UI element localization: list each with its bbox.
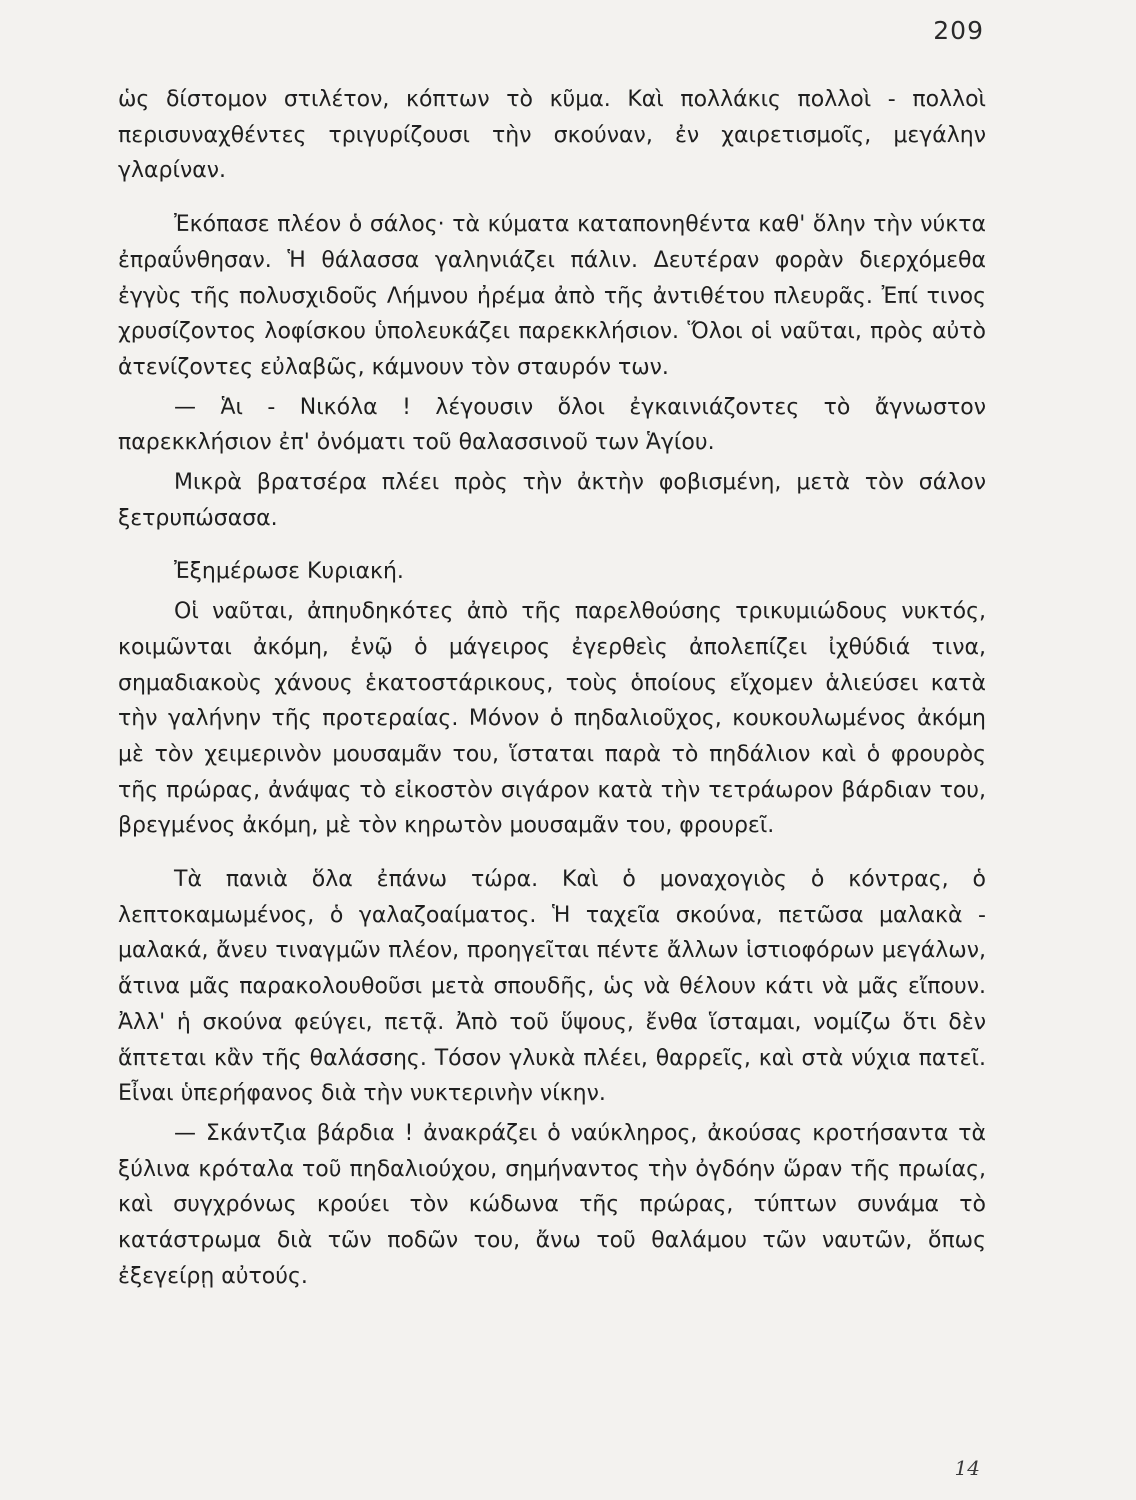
page-number: 209 bbox=[933, 16, 984, 45]
paragraph-2: Ἐκόπασε πλέον ὁ σάλος· τὰ κύματα καταπονηθέντα καθ' ὅλην τὴν νύκτα ἐπραΰνθησαν. Ἡ θάλασσα γαληνιάζει πάλιν. Δευτέραν φορὰν διερχόμεθα ἐγγὺς τῆς πολυσχιδοῦς Λήμνου ἠρέμα ἀπὸ τῆς ἀντιθέτου πλευρᾶς. Ἐπί τινος χρυσίζοντος λοφίσκου ὑπολευκάζει παρεκκλήσιον. Ὅλοι οἱ ναῦται, πρὸς αὐτὸ ἀτενίζοντες εὐλαβῶς, κάμνουν τὸν σταυρόν των. bbox=[118, 212, 986, 380]
paragraph-4: Μικρὰ βρατσέρα πλέει πρὸς τὴν ἀκτὴν φοβισμένη, μετὰ τὸν σάλον ξετρυπώσασα. bbox=[118, 470, 986, 531]
paragraph-1: ὡς δίστομον στιλέτον, κόπτων τὸ κῦμα. Καὶ πολλάκις πολλοὶ - πολλοὶ περισυναχθέντες τριγυρίζουσι τὴν σκούναν, ἐν χαιρετισμοῖς, μεγάλην γλαρίναν. bbox=[118, 87, 986, 184]
paragraph-5: Ἐξημέρωσε Κυριακή. bbox=[174, 559, 404, 585]
paragraph-8: — Σκάντζια βάρδια ! ἀνακράζει ὁ ναύκληρος, ἀκούσας κροτήσαντα τὰ ξύλινα κρόταλα τοῦ πηδαλιούχου, σημήναντος τὴν ὀγδόην ὥραν τῆς πρωίας, καὶ συγχρόνως κρούει τὸν κώδωνα τῆς πρώρας, τύπτων συνάμα τὸ κατάστρωμα διὰ τῶν ποδῶν του, ἄνω τοῦ θαλάμου τῶν ναυτῶν, ὅπως ἐξεγείρῃ αὐτούς. bbox=[118, 1120, 986, 1289]
paragraph-7: Τὰ πανιὰ ὅλα ἐπάνω τώρα. Καὶ ὁ μοναχογιὸς ὁ κόντρας, ὁ λεπτοκαμωμένος, ὁ γαλαζοαίματος. Ἡ ταχεῖα σκούνα, πετῶσα μαλακὰ - μαλακά, ἄνευ τιναγμῶν πλέον, προηγεῖται πέντε ἄλλων ἱστιοφόρων μεγάλων, ἅτινα μᾶς παρακολουθοῦσι μετὰ σπουδῆς, ὡς νὰ θέλουν κάτι νὰ μᾶς εἴπουν. Ἀλλ' ἡ σκούνα φεύγει, πετᾷ. Ἀπὸ τοῦ ὕψους, ἔνθα ἵσταμαι, νομίζω ὅτι δὲν ἅπτεται κἂν τῆς θαλάσσης. Τόσον γλυκὰ πλέει, θαρρεῖς, καὶ στὰ νύχια πατεῖ. Εἶναι ὑπερήφανος διὰ τὴν νυκτερινὴν νίκην. bbox=[118, 867, 986, 1107]
paragraph-6: Οἱ ναῦται, ἀπηυδηκότες ἀπὸ τῆς παρελθούσης τρικυμιώδους νυκτός, κοιμῶνται ἀκόμη, ἐνῷ ὁ μάγειρος ἐγερθεὶς ἀπολεπίζει ἰχθύδιά τινα, σημαδιακοὺς χάνους ἑκατοστάρικους, τοὺς ὁποίους εἴχομεν ἁλιεύσει κατὰ τὴν γαλήνην τῆς προτεραίας. Μόνον ὁ πηδαλιοῦχος, κουκουλωμένος ἀκόμη μὲ τὸν χειμερινὸν μουσαμᾶν του, ἵσταται παρὰ τὸ πηδάλιον καὶ ὁ φρουρὸς τῆς πρώρας, ἀνάψας τὸ εἰκοστὸν σιγάρον κατὰ τὴν τετράωρον βάρδιαν του, βρεγμένος ἀκόμη, μὲ τὸν κηρωτὸν μουσαμᾶν του, φρουρεῖ. bbox=[118, 599, 986, 839]
body-text bbox=[118, 82, 986, 1295]
printer-signature-mark: 14 bbox=[954, 1456, 980, 1480]
paragraph-3: — Ἁι - Νικόλα ! λέγουσιν ὅλοι ἐγκαινιάζοντες τὸ ἄγνωστον παρεκκλήσιον ἐπ' ὀνόματι τοῦ θαλασσινοῦ των Ἁγίου. bbox=[118, 394, 986, 456]
